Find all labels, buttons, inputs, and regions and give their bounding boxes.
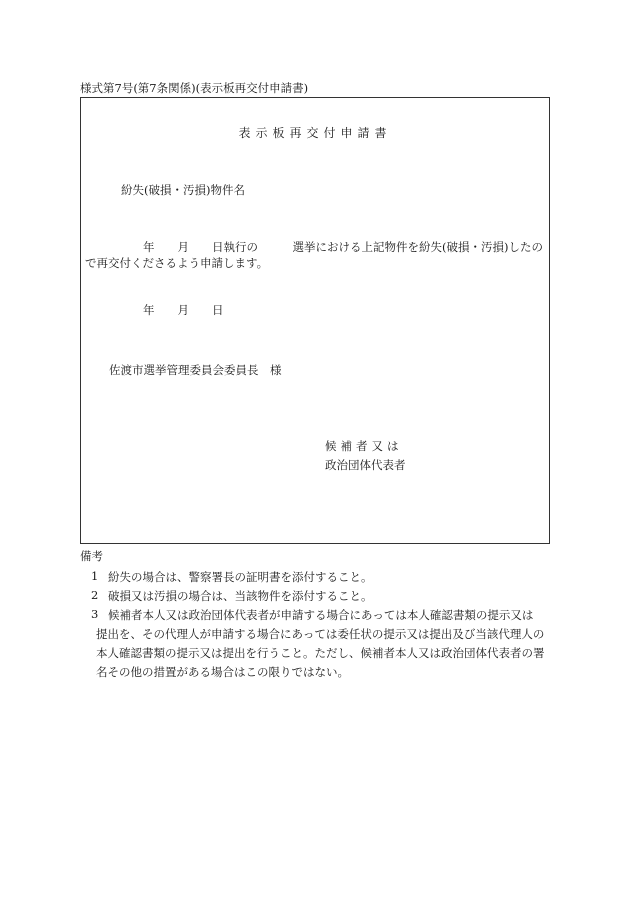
note-text-line: 紛失の場合は、警察署長の証明書を添付すること。 — [108, 570, 373, 584]
note-text-line: 本人確認書類の提示又は提出を行うこと。ただし、候補者本人又は政治団体代表者の署 — [96, 646, 545, 660]
note-text-line: 候補者本人又は政治団体代表者が申請する場合にあっては本人確認書類の提示又は — [108, 608, 534, 622]
application-form-box — [80, 97, 550, 544]
property-name-label: 紛失(破損・汚損)物件名 — [121, 183, 245, 197]
form-number-label: 様式第7号(第7条関係)(表示板再交付申請書) — [80, 81, 309, 95]
application-body-line-1: 年 月 日執行の 選挙における上記物件を紛失(破損・汚損)したの — [143, 240, 543, 254]
document-title: 表示板再交付申請書 — [238, 126, 392, 140]
signer-label-line-1: 候補者又は — [325, 439, 403, 453]
addressee: 佐渡市選挙管理委員会委員長 様 — [109, 363, 282, 377]
application-date-line: 年 月 日 — [143, 303, 224, 317]
note-number: 3 — [91, 607, 99, 621]
application-body-line-2: で再交付くださるよう申請します。 — [85, 256, 269, 270]
note-text-line: 破損又は汚損の場合は、当該物件を添付すること。 — [108, 589, 373, 603]
remarks-heading: 備考 — [80, 549, 103, 563]
note-number: 1 — [91, 569, 99, 583]
note-text-line: 提出を、その代理人が申請する場合にあっては委任状の提示又は提出及び当該代理人の — [96, 627, 545, 641]
note-number: 2 — [91, 588, 99, 602]
signer-label-line-2: 政治団体代表者 — [325, 458, 406, 472]
note-text-line: 名その他の措置がある場合はこの限りではない。 — [96, 665, 349, 679]
